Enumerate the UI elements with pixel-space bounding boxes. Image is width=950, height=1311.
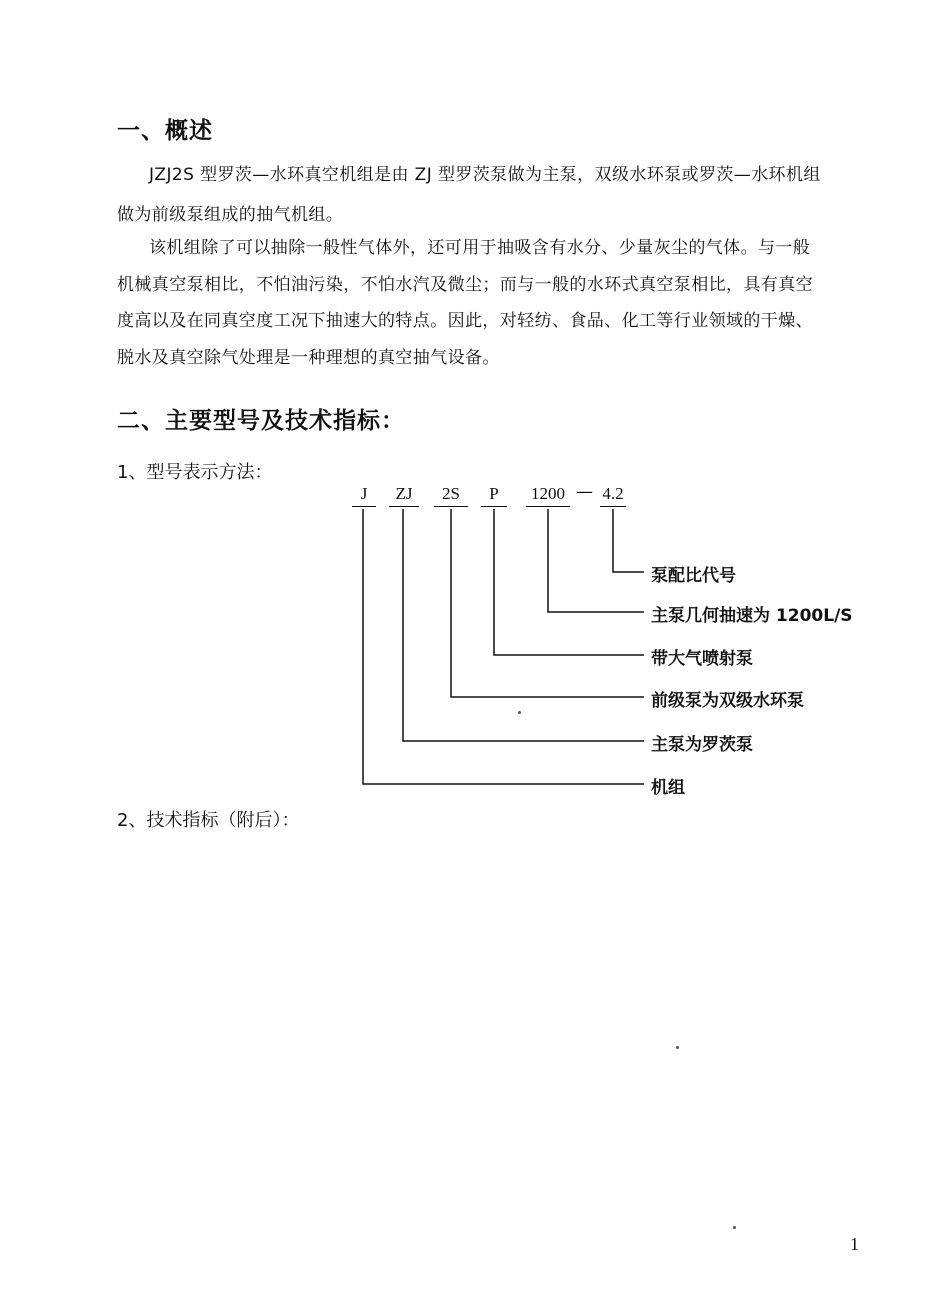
paragraph-line: 脱水及真空除气处理是一种理想的真空抽气设备。 [117,348,500,368]
paragraph-line: 机械真空泵相比，不怕油污染，不怕水汽及微尘；而与一般的水环式真空泵相比，具有真空 [117,275,813,295]
legend-backing-pump: 前级泵为双级水环泵 [651,691,804,711]
code-dash: — [576,482,593,502]
code-part-zj: ZJ [389,484,419,507]
code-part-1200: 1200 [526,484,570,507]
code-part-p: P [481,484,507,507]
page-number: 1 [850,1234,859,1254]
scan-speck [676,1046,679,1049]
paragraph-line: 度高以及在同真空度工况下抽速大的特点。因此，对轻纺、食品、化工等行业领域的干燥、 [117,311,813,331]
legend-pump-ratio-code: 泵配比代号 [651,566,736,586]
model-notation-subheading: 1、型号表示方法： [117,462,273,483]
paragraph-line: 做为前级泵组成的抽气机组。 [117,205,344,225]
legend-unit: 机组 [651,778,685,798]
paragraph-line: JZJ2S 型罗茨—水环真空机组是由 ZJ 型罗茨泵做为主泵，双级水环泵或罗茨—水环机组 [149,165,821,185]
code-part-j: J [352,484,376,507]
scan-speck [518,711,521,714]
paragraph-line: 该机组除了可以抽除一般性气体外，还可用于抽吸含有水分、少量灰尘的气体。与一般 [149,238,811,258]
legend-main-pump-roots: 主泵为罗茨泵 [651,735,753,755]
scan-speck [733,1226,736,1229]
technical-specs-subheading: 2、技术指标（附后）： [117,810,300,831]
legend-main-pump-speed: 主泵几何抽速为 1200L/S [651,606,853,626]
section-1-heading: 一、概述 [117,118,213,144]
code-part-4-2: 4.2 [600,484,626,507]
legend-atmospheric-ejector: 带大气喷射泵 [651,649,753,669]
section-2-heading: 二、主要型号及技术指标： [117,408,405,434]
code-part-2s: 2S [434,484,468,507]
